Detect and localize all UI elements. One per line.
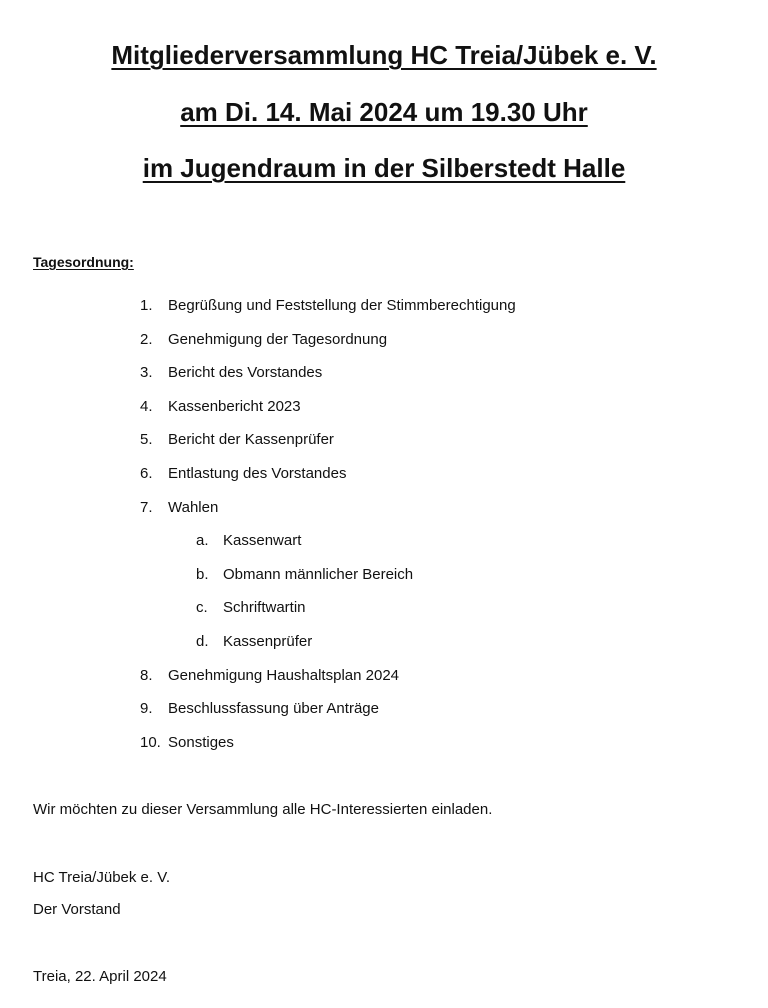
agenda-sub-item-letter: d.	[196, 632, 209, 650]
agenda-item-number: 5.	[140, 431, 153, 449]
agenda-list	[0, 296, 768, 766]
agenda-sub-item-label: Obmann männlicher Bereich	[223, 565, 414, 583]
agenda-item-label: Genehmigung der Tagesordnung	[168, 330, 388, 348]
agenda-item	[0, 296, 768, 330]
agenda-item	[0, 666, 768, 700]
agenda-item	[0, 430, 768, 464]
agenda-item-label: Beschlussfassung über Anträge	[168, 700, 379, 718]
agenda-sub-item	[0, 632, 768, 666]
agenda-sub-item-letter: b.	[196, 565, 209, 583]
agenda-item	[0, 330, 768, 364]
agenda-item-label: Wahlen	[168, 498, 219, 516]
invitation-text: Wir möchten zu dieser Versammlung alle HC-Interessierten einladen.	[33, 801, 493, 818]
document-title-line-3: im Jugendraum in der Silberstedt Halle	[142, 153, 626, 183]
agenda-item-number: 6.	[140, 464, 153, 482]
agenda-heading: Tagesordnung:	[33, 254, 134, 270]
place-and-date: Treia, 22. April 2024	[33, 968, 167, 985]
agenda-sub-item-label: Kassenprüfer	[223, 632, 313, 650]
agenda-item-label: Entlastung des Vorstandes	[168, 464, 347, 482]
agenda-item-number: 1.	[140, 297, 153, 314]
agenda-sub-item-letter: a.	[196, 532, 209, 550]
agenda-item-label: Sonstiges	[168, 733, 234, 751]
agenda-sub-item-label: Kassenwart	[223, 532, 302, 550]
agenda-sub-item	[0, 598, 768, 632]
agenda-sub-item	[0, 565, 768, 599]
agenda-item-number: 9.	[140, 700, 153, 718]
agenda-item-label: Bericht des Vorstandes	[168, 364, 323, 382]
agenda-item-label: Bericht der Kassenprüfer	[168, 431, 334, 449]
agenda-item-number: 4.	[140, 397, 153, 415]
agenda-item	[0, 733, 768, 767]
agenda-item	[0, 397, 768, 431]
signature-organization: HC Treia/Jübek e. V.	[33, 869, 171, 886]
agenda-item-number: 10.	[140, 733, 161, 751]
agenda-item-label: Kassenbericht 2023	[168, 397, 301, 415]
document-title-line-1: Mitgliederversammlung HC Treia/Jübek e. V.	[111, 40, 657, 70]
agenda-item-label: Begrüßung und Feststellung der Stimmberechtigung	[168, 297, 516, 314]
agenda-item	[0, 699, 768, 733]
agenda-sub-item-letter: c.	[196, 599, 208, 617]
document-title-line-2: am Di. 14. Mai 2024 um 19.30 Uhr	[180, 97, 588, 127]
agenda-item-label: Genehmigung Haushaltsplan 2024	[168, 666, 399, 684]
agenda-item-number: 7.	[140, 498, 153, 516]
agenda-item	[0, 498, 768, 532]
agenda-sub-item-label: Schriftwartin	[223, 599, 306, 617]
agenda-item-number: 8.	[140, 666, 153, 684]
agenda-item	[0, 464, 768, 498]
agenda-sub-item	[0, 531, 768, 565]
agenda-item-number: 2.	[140, 330, 153, 348]
agenda-item	[0, 363, 768, 397]
agenda-item-number: 3.	[140, 364, 153, 382]
signature-board: Der Vorstand	[33, 901, 121, 918]
